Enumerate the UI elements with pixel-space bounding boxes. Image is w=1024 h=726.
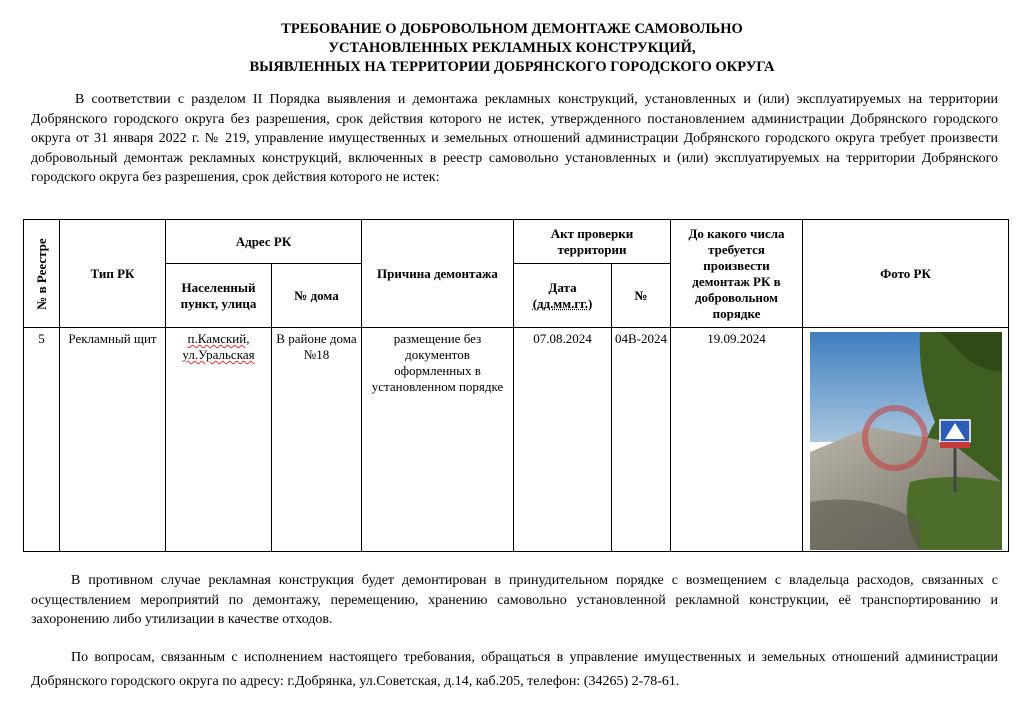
intro-text: В соответствии с разделом II Порядка выявления и демонтажа рекламных конструкций, установленных и (или) эксплуатируемых на территории Добрянского городского округа без разрешения, срок действия которого не истек, утвержденного постановлением администрации Добрянского городского округа от 31 января 2022 г. № 219, управление имущественных и земельных отношений администрации Добрянского городского округа требует произвести добровольный демонтаж рекламных конструкций, включенных в реестр самовольно установленных и (или) эксплуатируемых на территории Добрянского городского округа без разрешения, срок действия которого не истек: (31, 92, 998, 185)
header-date-format: (дд.мм.гг.) (532, 295, 593, 311)
title-line-1: ТРЕБОВАНИЕ О ДОБРОВОЛЬНОМ ДЕМОНТАЖЕ САМОВОЛЬНО (281, 21, 743, 37)
billboard-photo (810, 332, 1002, 550)
header-act: Акт проверки территории (514, 220, 671, 264)
consequence-paragraph (31, 571, 998, 630)
table-row (24, 328, 1009, 552)
header-address: Адрес РК (166, 220, 362, 264)
consequence-text: В противном случае рекламная конструкция будет демонтирован в принудительном порядке с возмещением с владельца расходов, связанных с осуществлением мероприятий по демонтажу, перемещению, хранению самовольно установленной рекламной конструкции, её транспортированию и захоронению либо утилизации в качестве отходов. (31, 573, 998, 627)
header-registry-number: № в Реестре (24, 220, 60, 328)
cell-locality-line-2: ул.Уральская (182, 347, 255, 362)
cell-type: Рекламный щит (60, 328, 166, 552)
cell-house: В районе дома №18 (272, 328, 362, 552)
header-act-number: № (612, 264, 671, 328)
header-locality: Населенный пункт, улица (166, 264, 272, 328)
title-line-2: УСТАНОВЛЕННЫХ РЕКЛАМНЫХ КОНСТРУКЦИЙ, (328, 40, 696, 56)
header-date (514, 264, 612, 328)
header-reason: Причина демонтажа (362, 220, 514, 328)
cell-reason: размещение без документов оформленных в установленном порядке (362, 328, 514, 552)
contact-paragraph (31, 646, 998, 694)
cell-act-number: 04В-2024 (612, 328, 671, 552)
header-deadline: До какого числа требуется произвести демонтаж РК в добровольном порядке (671, 220, 803, 328)
cell-locality (166, 328, 272, 552)
photo-sign-red-bar (940, 442, 970, 448)
header-photo: Фото РК (803, 220, 1009, 328)
title-line-3: ВЫЯВЛЕННЫХ НА ТЕРРИТОРИИ ДОБРЯНСКОГО ГОРОДСКОГО ОКРУГА (249, 59, 775, 75)
cell-photo (803, 328, 1009, 552)
cell-registry-number: 5 (24, 328, 60, 552)
cell-locality-line-1: п.Камский, (187, 331, 250, 346)
intro-paragraph (31, 90, 998, 188)
registry-table (23, 219, 1009, 552)
header-date-label: Дата (548, 279, 577, 295)
contact-text: По вопросам, связанным с исполнением настоящего требования, обращаться в управление имущественных и земельных отношений администрации Добрянского городского округа по адресу: г.Добрянка, ул.Советская, д.14, каб.205, телефон: (34265) 2-78-61. (31, 650, 998, 689)
cell-date: 07.08.2024 (514, 328, 612, 552)
cell-deadline: 19.09.2024 (671, 328, 803, 552)
header-type: Тип РК (60, 220, 166, 328)
document-title (0, 20, 1024, 77)
header-house: № дома (272, 264, 362, 328)
